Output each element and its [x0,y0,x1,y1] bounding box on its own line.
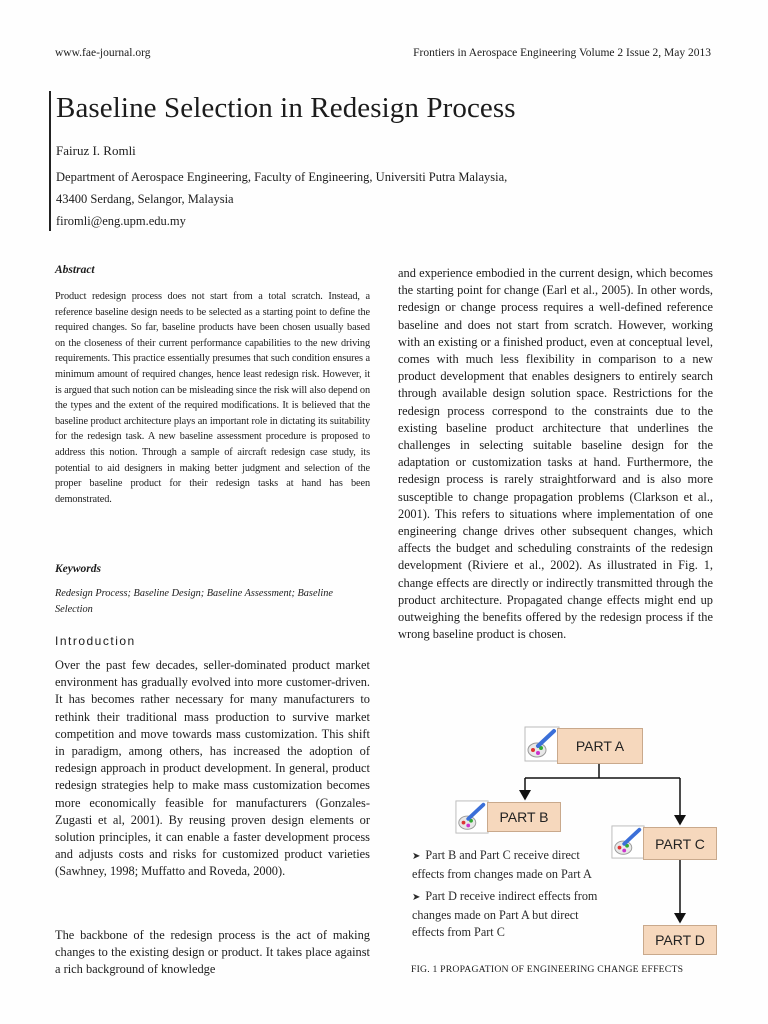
paper-title: Baseline Selection in Redesign Process [56,92,516,124]
arrow-bullet-icon: ➤ [412,851,421,862]
author-department: Department of Aerospace Engineering, Faculty of Engineering, Universiti Putra Malaysia, [56,170,508,184]
paintbrush-palette-icon [455,800,489,834]
keywords-text: Redesign Process; Baseline Design; Baseline Assessment; Baseline Selection [55,588,333,615]
author-email: firomli@eng.upm.edu.my [56,214,186,228]
abstract-heading: Abstract [55,264,95,276]
part-b-box: PART B [487,802,561,832]
introduction-paragraph: The backbone of the redesign process is the act of making changes to the existing design or product. It takes place against a rich background of knowledge [55,928,370,977]
figure-bullet [412,888,612,942]
paintbrush-palette-icon [611,825,645,859]
abstract-text: Product redesign process does not start from a total scratch. Instead, a reference baseline design needs to be selected as a starting point to define the required changes. So far, baseline products have been chosen usually based on the closeness of their current performance capabilities to the new driving requirements. This practice essentially presumes that such condition ensures a minimum amount of required changes, hence least redesign risk. However, it is argued that such notion can be misleading since the risk will also depend on the types and the extent of the required modifications. It is believed that the baseline product architecture plays an important role in dictating its suitability for the redesign task. A new baseline assessment procedure is proposed to address this notion. Through a sample of aircraft redesign case study, its potential to aid designers in making better judgment and selection of the proper baseline product for their redesign tasks at hand has been demonstrated. [55,291,370,505]
journal-website: www.fae-journal.org [55,47,151,59]
figure-bullet [412,847,612,883]
introduction-paragraph-continued: and experience embodied in the current design, which becomes the starting point for change (Earl et al., 2005). In other words, redesign or change process requires a well-defined reference baseline and does not start from scratch. However, working with an existing or a finished product, even at conceptual level, comes with much less flexibility in comparison to a new product development that enables designers to entirely search through available design solution space. Restrictions for the redesign process correspond to the constraints due to the existing baseline product architecture that underlines the challenges in selecting suitable baseline design for the adaptation or customization tasks at hand. Furthermore, the redesign process is rarely straightforward and is also more susceptible to change propagation problems (Clarkson et al., 2001). This refers to situations where implementation of one engineering change drives other subsequent changes, which affects the budget and scheduling constraints of the redesign development (Riviere et al., 2002). As illustrated in Fig. 1, change effects are directly or indirectly transmitted through the product architecture. Propagated change effects might end up outweighing the benefits offered by the redesign process if the wrong baseline product is chosen. [398,266,713,642]
figure-bullet-text: Part D receive indirect effects from changes made on Part A but direct effects from Part C [412,889,598,939]
part-a-box: PART A [557,728,643,764]
arrow-bullet-icon: ➤ [412,892,421,903]
figure-bullet-text: Part B and Part C receive direct effects from changes made on Part A [412,848,592,881]
figure-caption: FIG. 1 PROPAGATION OF ENGINEERING CHANGE EFFECTS [411,964,684,975]
introduction-heading: Introduction [55,634,136,648]
journal-issue-info: Frontiers in Aerospace Engineering Volume 2 Issue 2, May 2013 [413,47,711,59]
paintbrush-palette-icon [524,726,560,762]
part-d-box: PART D [643,925,717,955]
introduction-paragraph: Over the past few decades, seller-dominated product market environment has gradually evolved into more customer-driven. It has becomes rather necessary for many manufacturers to rethink their traditional mass production to survive market competition and move towards mass customization. This shift in paradigm, among others, has increased the adoption of redesign approach in product development. In general, product redesign strategies help to make mass customization becomes more economically feasible for manufacturers (Gonzales-Zugasti et al, 2001). By reusing proven design elements or solution principles, it can enable a faster development process and adjusts costs and risks for customized product varieties (Sawhney, 1998; Muffatto and Roveda, 2000). [55,658,370,879]
keywords-heading: Keywords [55,563,101,575]
author-name: Fairuz I. Romli [56,143,136,158]
part-c-box: PART C [643,827,717,860]
author-address: 43400 Serdang, Selangor, Malaysia [56,192,234,206]
